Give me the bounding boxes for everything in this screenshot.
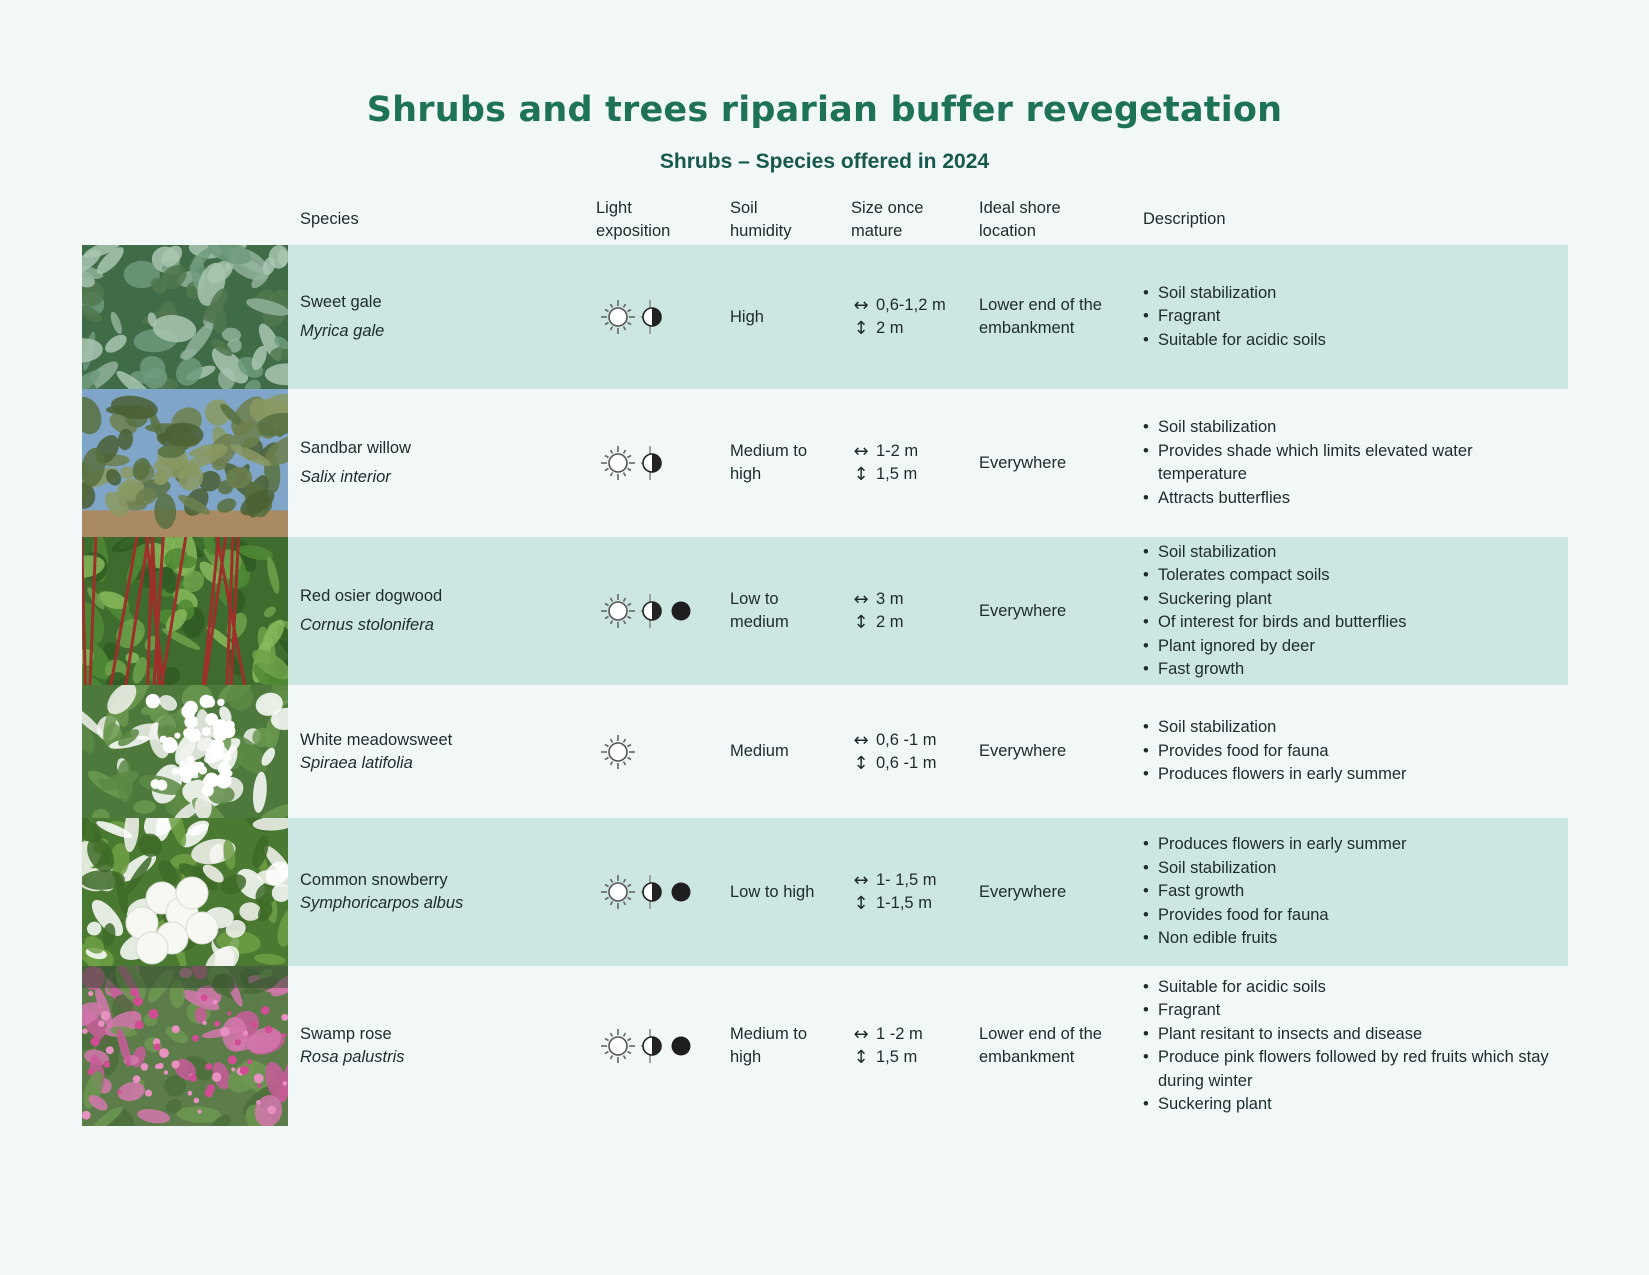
shore-location: Everywhere bbox=[979, 742, 1067, 760]
sun-icon bbox=[600, 734, 636, 770]
description-item: • Soil stabilization bbox=[1142, 282, 1562, 306]
header-size-line2: mature bbox=[851, 222, 903, 240]
width-value: 1- 1,5 m bbox=[876, 871, 937, 889]
vertical-arrow-icon: ↕ bbox=[853, 752, 869, 774]
plant-photo bbox=[82, 389, 288, 537]
width-line bbox=[850, 440, 970, 463]
width-line bbox=[850, 1023, 970, 1046]
plant-photo bbox=[82, 537, 288, 685]
common-name: Common snowberry bbox=[300, 871, 448, 889]
height-line bbox=[850, 463, 970, 486]
horizontal-arrow-icon: ↔ bbox=[853, 295, 869, 316]
description-item: • Soil stabilization bbox=[1142, 716, 1562, 740]
size-cell bbox=[850, 818, 970, 966]
height-value: 1,5 m bbox=[876, 1048, 918, 1066]
shore-location: Lower end of the embankment bbox=[979, 1025, 1102, 1066]
vertical-arrow-icon: ↕ bbox=[853, 464, 869, 485]
header-soil-line1: Soil bbox=[730, 199, 758, 217]
table-row bbox=[82, 685, 1568, 818]
table-body bbox=[82, 245, 1568, 1126]
soil-humidity: Low to medium bbox=[730, 590, 789, 631]
light-exposure-cell bbox=[600, 966, 720, 1126]
table-header bbox=[82, 193, 1568, 245]
description-item: • Fragrant bbox=[1142, 999, 1562, 1023]
description-item: • Produces flowers in early summer bbox=[1142, 833, 1562, 857]
horizontal-arrow-icon: ↔ bbox=[853, 729, 869, 751]
description-item: • Soil stabilization bbox=[1142, 541, 1562, 565]
description-item: • Fast growth bbox=[1142, 658, 1562, 682]
shore-location: Everywhere bbox=[979, 601, 1067, 620]
description-item: • Provides shade which limits elevated water temperature bbox=[1142, 440, 1562, 487]
description-item: • Suitable for acidic soils bbox=[1142, 329, 1562, 353]
height-line bbox=[850, 317, 970, 340]
vertical-arrow-icon: ↕ bbox=[853, 1047, 869, 1068]
description-list bbox=[1142, 833, 1562, 951]
light-exposure-cell bbox=[600, 818, 720, 966]
shore-location: Everywhere bbox=[979, 882, 1067, 901]
scientific-name: Myrica gale bbox=[300, 322, 385, 340]
description-item: • Non edible fruits bbox=[1142, 927, 1562, 951]
description-list bbox=[1142, 282, 1562, 353]
shore-location: Everywhere bbox=[979, 453, 1067, 472]
header-shore bbox=[979, 197, 1061, 243]
table-row bbox=[82, 966, 1568, 1126]
height-line bbox=[850, 1046, 970, 1069]
size-cell bbox=[850, 537, 970, 685]
height-line bbox=[850, 611, 970, 634]
shade-icon bbox=[670, 593, 692, 629]
half-shade-icon bbox=[638, 445, 668, 481]
horizontal-arrow-icon: ↔ bbox=[853, 589, 869, 610]
species-table bbox=[82, 193, 1568, 1126]
description-item: • Provides food for fauna bbox=[1142, 740, 1562, 764]
width-line bbox=[850, 729, 970, 752]
table-row bbox=[82, 389, 1568, 537]
common-name: Swamp rose bbox=[300, 1025, 392, 1043]
description-item: • Tolerates compact soils bbox=[1142, 564, 1562, 588]
height-value: 0,6 -1 m bbox=[876, 753, 937, 772]
description-item: • Fragrant bbox=[1142, 305, 1562, 329]
light-exposure-cell bbox=[600, 685, 720, 818]
header-light bbox=[596, 197, 670, 243]
description-item: • Plant ignored by deer bbox=[1142, 635, 1562, 659]
width-line bbox=[850, 588, 970, 611]
description-item: • Fast growth bbox=[1142, 880, 1562, 904]
size-cell bbox=[850, 966, 970, 1126]
width-value: 0,6 -1 m bbox=[876, 730, 937, 749]
shade-icon bbox=[670, 1028, 692, 1064]
header-soil-line2: humidity bbox=[730, 222, 792, 240]
size-cell bbox=[850, 389, 970, 537]
width-value: 1-2 m bbox=[876, 442, 919, 460]
half-shade-icon bbox=[638, 299, 668, 335]
description-item: • Plant resitant to insects and disease bbox=[1142, 1023, 1562, 1047]
description-list bbox=[1142, 976, 1562, 1117]
sun-icon bbox=[600, 874, 636, 910]
common-name: Sweet gale bbox=[300, 293, 382, 311]
height-line bbox=[850, 892, 970, 915]
description-cell bbox=[1142, 537, 1562, 685]
header-species: Species bbox=[300, 210, 359, 228]
table-row bbox=[82, 245, 1568, 389]
vertical-arrow-icon: ↕ bbox=[853, 893, 869, 914]
plant-photo bbox=[82, 818, 288, 966]
description-list bbox=[1142, 416, 1562, 510]
description-item: • Produces flowers in early summer bbox=[1142, 763, 1562, 787]
description-cell bbox=[1142, 245, 1562, 389]
width-value: 3 m bbox=[876, 590, 904, 608]
width-line bbox=[850, 869, 970, 892]
sun-icon bbox=[600, 1028, 636, 1064]
soil-humidity: Medium bbox=[730, 742, 789, 760]
scientific-name: Cornus stolonifera bbox=[300, 616, 434, 634]
table-row bbox=[82, 818, 1568, 966]
half-shade-icon bbox=[638, 874, 668, 910]
width-value: 1 -2 m bbox=[876, 1025, 923, 1043]
header-soil bbox=[730, 197, 791, 243]
scientific-name: Salix interior bbox=[300, 468, 391, 486]
height-value: 1-1,5 m bbox=[876, 894, 932, 912]
header-shore-line1: Ideal shore bbox=[979, 199, 1061, 217]
common-name: Sandbar willow bbox=[300, 439, 411, 457]
plant-photo bbox=[82, 245, 288, 389]
shore-location: Lower end of the embankment bbox=[979, 296, 1102, 337]
horizontal-arrow-icon: ↔ bbox=[853, 441, 869, 462]
scientific-name: Rosa palustris bbox=[300, 1048, 405, 1066]
scientific-name: Spiraea latifolia bbox=[300, 753, 413, 772]
common-name: White meadowsweet bbox=[300, 730, 453, 749]
header-description: Description bbox=[1143, 210, 1226, 228]
scientific-name: Symphoricarpos albus bbox=[300, 894, 464, 912]
description-item: • Suitable for acidic soils bbox=[1142, 976, 1562, 1000]
plant-photo bbox=[82, 685, 288, 818]
vertical-arrow-icon: ↕ bbox=[853, 612, 869, 633]
header-light-line2: exposition bbox=[596, 222, 671, 240]
common-name: Red osier dogwood bbox=[300, 587, 443, 605]
description-item: • Soil stabilization bbox=[1142, 416, 1562, 440]
table-row bbox=[82, 537, 1568, 685]
description-list bbox=[1142, 541, 1562, 682]
plant-photo bbox=[82, 966, 288, 1126]
description-cell bbox=[1142, 818, 1562, 966]
description-cell bbox=[1142, 389, 1562, 537]
page-title: Shrubs and trees riparian buffer revegetation bbox=[366, 90, 1283, 130]
description-cell bbox=[1142, 685, 1562, 818]
horizontal-arrow-icon: ↔ bbox=[853, 1024, 869, 1045]
description-item: • Suckering plant bbox=[1142, 588, 1562, 612]
species-cell bbox=[300, 537, 580, 685]
description-item: • Attracts butterflies bbox=[1142, 487, 1562, 511]
header-size-line1: Size once bbox=[851, 199, 924, 217]
half-shade-icon bbox=[638, 593, 668, 629]
vertical-arrow-icon: ↕ bbox=[853, 318, 869, 339]
species-cell bbox=[300, 245, 580, 389]
description-item: • Soil stabilization bbox=[1142, 857, 1562, 881]
description-item: • Suckering plant bbox=[1142, 1093, 1562, 1117]
header-size bbox=[851, 197, 923, 243]
light-exposure-cell bbox=[600, 537, 720, 685]
soil-humidity: Medium to high bbox=[730, 1025, 808, 1066]
light-exposure-cell bbox=[600, 389, 720, 537]
header-light-line1: Light bbox=[596, 199, 632, 217]
species-cell bbox=[300, 966, 580, 1126]
species-cell bbox=[300, 389, 580, 537]
soil-humidity: Medium to high bbox=[730, 442, 808, 483]
shade-icon bbox=[670, 874, 692, 910]
description-item: • Provides food for fauna bbox=[1142, 904, 1562, 928]
soil-humidity: High bbox=[730, 307, 764, 326]
header-shore-line2: location bbox=[979, 222, 1036, 240]
width-value: 0,6-1,2 m bbox=[876, 296, 946, 314]
half-shade-icon bbox=[638, 1028, 668, 1064]
sun-icon bbox=[600, 593, 636, 629]
sun-icon bbox=[600, 445, 636, 481]
description-item: • Produce pink flowers followed by red fruits which stay during winter bbox=[1142, 1046, 1562, 1093]
page-subtitle: Shrubs – Species offered in 2024 bbox=[659, 150, 990, 173]
horizontal-arrow-icon: ↔ bbox=[853, 870, 869, 891]
species-cell bbox=[300, 818, 580, 966]
size-cell bbox=[850, 685, 970, 818]
height-line bbox=[850, 752, 970, 775]
height-value: 2 m bbox=[876, 319, 904, 337]
size-cell bbox=[850, 245, 970, 389]
height-value: 2 m bbox=[876, 613, 904, 631]
width-line bbox=[850, 294, 970, 317]
species-cell bbox=[300, 685, 580, 818]
description-cell bbox=[1142, 966, 1562, 1126]
height-value: 1,5 m bbox=[876, 465, 918, 483]
sun-icon bbox=[600, 299, 636, 335]
soil-humidity: Low to high bbox=[730, 882, 815, 901]
light-exposure-cell bbox=[600, 245, 720, 389]
description-list bbox=[1142, 716, 1562, 787]
description-item: • Of interest for birds and butterflies bbox=[1142, 611, 1562, 635]
